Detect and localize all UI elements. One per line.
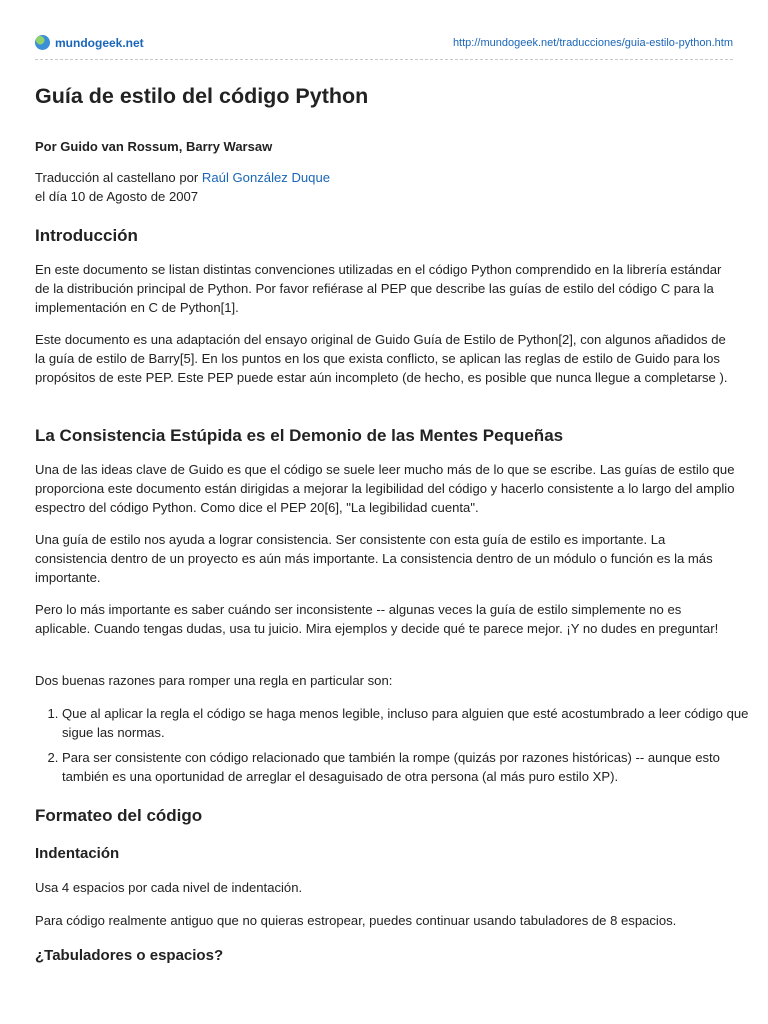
page-url[interactable]: http://mundogeek.net/traducciones/guia-estilo-python.htm bbox=[452, 37, 733, 49]
page-header bbox=[35, 33, 733, 60]
indent-paragraph-2: Para código realmente antiguo que no quieras estropear, puedes continuar usando tabuladores de 8 espacios. bbox=[35, 913, 677, 928]
site-brand[interactable] bbox=[35, 35, 144, 50]
list-item: 1. Que al aplicar la regla el código se haga menos legible, incluso para alguien que esté acostumbrado a leer código que sigue las normas. bbox=[62, 704, 762, 742]
consistency-paragraph-3: Pero lo más importante es saber cuándo ser inconsistente -- algunas veces la guía de estilo simplemente no es aplicable. Cuando tengas dudas, usa tu juicio. Mira ejemplos y decide qué te parece mejor. ¡Y no dudes en preguntar! bbox=[35, 602, 719, 636]
reasons-list bbox=[35, 704, 762, 792]
intro-heading: Introducción bbox=[35, 226, 138, 245]
doc-title: Guía de estilo del código Python bbox=[35, 84, 369, 108]
translation-prefix: Traducción al castellano por bbox=[35, 170, 202, 185]
intro-paragraph-1: En este documento se listan distintas convenciones utilizadas en el código Python comprendido en la librería estándar de la distribución principal de Python. Por favor refiérase al PEP que describe las guías de estilo del código C para la implementación en C de Python[1]. bbox=[35, 262, 722, 315]
consistency-paragraph-4: Dos buenas razones para romper una regla en particular son: bbox=[35, 673, 393, 688]
consistency-paragraph-1: Una de las ideas clave de Guido es que el código se suele leer mucho más de lo que se escribe. Las guías de estilo que proporciona este documento están dirigidas a mejorar la legibilidad del código y hacerlo consistente a lo largo del amplio espectro del código Python. Como dice el PEP 20[6], "La legibilidad cuenta". bbox=[35, 462, 735, 515]
tabs-heading: ¿Tabuladores o espacios? bbox=[35, 947, 224, 964]
date-line: el día 10 de Agosto de 2007 bbox=[35, 189, 199, 204]
indent-paragraph-1: Usa 4 espacios por cada nivel de indentación. bbox=[35, 880, 303, 895]
format-heading: Formateo del código bbox=[35, 806, 203, 825]
list-item: 2. Para ser consistente con código relacionado que también la rompe (quizás por razones históricas) -- aunque esto también es una oportunidad de arreglar el desaguisado de otra persona (al más puro estilo XP). bbox=[62, 748, 762, 786]
intro-paragraph-2: Este documento es una adaptación del ensayo original de Guido Guía de Estilo de Python[2], con algunos añadidos de la guía de estilo de Barry[5]. En los puntos en los que exista conflicto, se aplican las reglas de estilo de Guido para los propósitos de este PEP. Este PEP puede estar aún incompleto (de hecho, es posible que nunca llegue a completarse ). bbox=[35, 332, 728, 385]
indent-heading: Indentación bbox=[35, 845, 120, 862]
globe-icon bbox=[35, 35, 50, 50]
consistency-heading: La Consistencia Estúpida es el Demonio de las Mentes Pequeñas bbox=[35, 426, 564, 445]
doc-authors: Por Guido van Rossum, Barry Warsaw bbox=[35, 139, 273, 154]
consistency-paragraph-2: Una guía de estilo nos ayuda a lograr consistencia. Ser consistente con esta guía de estilo es importante. La consistencia dentro de un proyecto es aún más importante. La consistencia dentro de un módulo o función es la más importante. bbox=[35, 532, 713, 585]
translator-link[interactable]: Raúl González Duque bbox=[201, 170, 331, 185]
translation-credit bbox=[35, 168, 735, 206]
site-name[interactable]: mundogeek.net bbox=[55, 35, 144, 50]
